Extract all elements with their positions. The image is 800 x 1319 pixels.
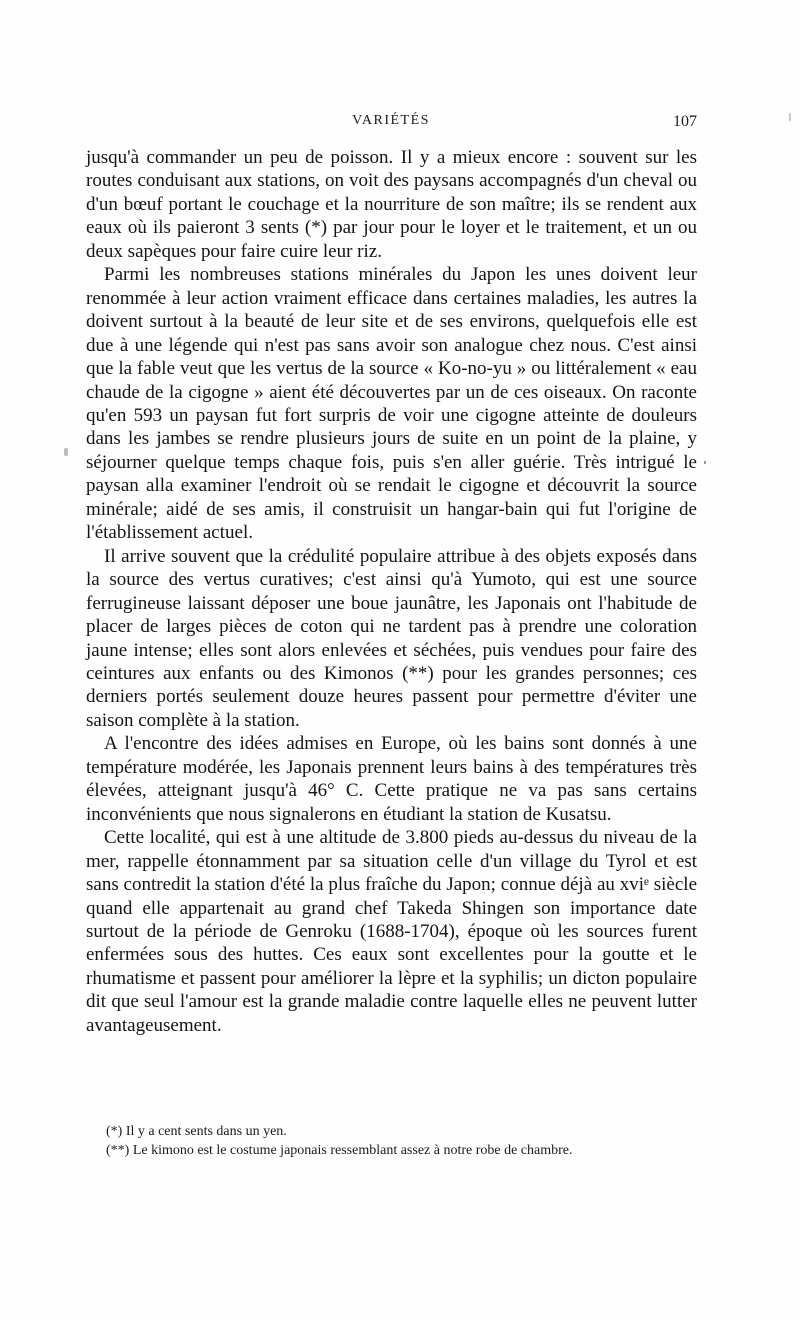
scan-mark (704, 461, 706, 464)
paragraph: Parmi les nombreuses stations minérales du Japon les unes doivent leur renommée à leur action vraiment efficace dans certaines maladies, les autres la doivent surtout à la beauté de leur site et de ses environs, quelquefois elle est due à une légende qui n'est pas sans avoir son analogue chez nous. C'est ainsi que la fable veut que les vertus de la source « Ko-no-yu » ou littéralement « eau chaude de la cigogne » aient été découvertes par un de ces oiseaux. On raconte qu'en 593 un paysan fut fort surpris de voir une cigogne atteinte de douleurs dans les jambes se rendre plusieurs jours de suite en un point de la plaine, y séjourner quelque temps chaque fois, puis s'en aller guérie. Très intrigué le paysan alla examiner l'endroit où se rendait le cigogne et découvrit la source minérale; aidé de ses amis, il construisit un hangar-bain qui fut l'origine de l'établissement actuel. (86, 264, 697, 544)
footnote: (**) Le kimono est le costume japonais ressemblant assez à notre robe de chambre. (106, 1143, 573, 1158)
page-number: 107 (673, 113, 697, 130)
scan-mark (64, 448, 68, 456)
footnotes (86, 1122, 697, 1160)
running-title: VARIÉTÉS (352, 113, 430, 128)
paragraph: Il arrive souvent que la crédulité populaire attribue à des objets exposés dans la source des vertus curatives; c'est ainsi qu'à Yumoto, qui est une source ferrugineuse laissant déposer une boue jaunâtre, les Japonais ont l'habitude de placer de larges pièces de coton qui ne tardent pas à prendre une coloration jaune intense; elles sont alors enlevées et séchées, puis vendues pour faire des ceintures aux enfants ou des Kimonos (**) pour les grandes personnes; ces derniers portés seulement douze heures passent pour permettre d'éviter une saison complète à la station. (86, 545, 697, 731)
page-body (86, 146, 697, 1037)
paragraph: A l'encontre des idées admises en Europe, où les bains sont donnés à une température modérée, les Japonais prennent leurs bains à des températures très élevées, atteignant jusqu'à 46° C. Cette pratique ne va pas sans certains inconvénients que nous signalerons en étudiant la station de Kusatsu. (86, 733, 697, 825)
scan-mark (789, 113, 791, 121)
paragraph: Cette localité, qui est à une altitude de 3.800 pieds au-dessus du niveau de la mer, rappelle étonnamment par sa situation celle d'un village du Tyrol et est sans contredit la station d'été la plus fraîche du Japon; connue déjà au xviᵉ siècle quand elle appartenait au grand chef Takeda Shingen son importance date surtout de la période de Genroku (1688-1704), époque où les sources furent enfermées sous des huttes. Ces eaux sont excellentes pour la goutte et le rhumatisme et passent pour améliorer la lèpre et la syphilis; un dicton populaire dit que seul l'amour est la grande maladie contre laquelle elles ne peuvent lutter avantageusement. (86, 827, 697, 1036)
paragraph: jusqu'à commander un peu de poisson. Il y a mieux encore : souvent sur les routes conduisant aux stations, on voit des paysans accompagnés d'un cheval ou d'un bœuf portant le couchage et la nourriture de son maître; ils se rendent aux eaux où ils paieront 3 sents (*) par jour pour le loyer et le traitement, et un ou deux sapèques pour faire cuire leur riz. (86, 147, 697, 262)
page-header (85, 113, 697, 137)
footnote: (*) Il y a cent sents dans un yen. (106, 1124, 287, 1139)
